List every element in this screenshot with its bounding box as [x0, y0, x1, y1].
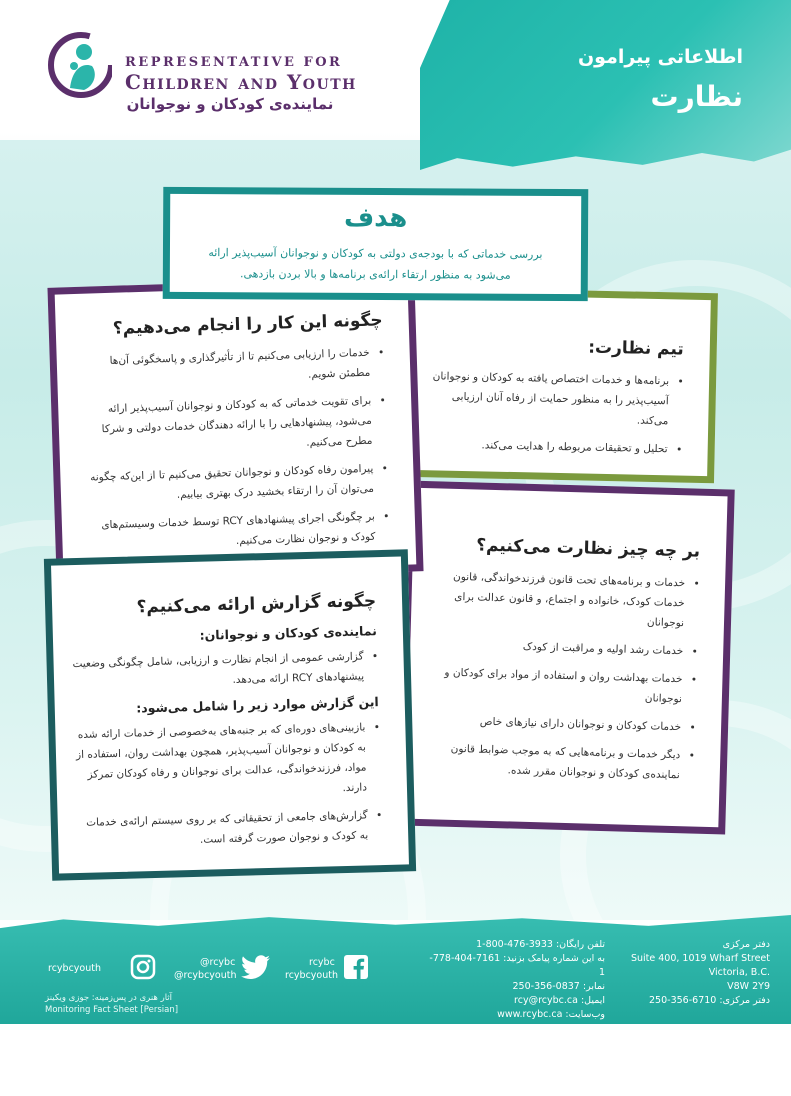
monitoring-team-card: [402, 287, 718, 483]
office-postal: V8W 2Y9: [727, 981, 770, 992]
facebook-handle-2: rcybcyouth: [285, 970, 338, 981]
how-we-do-list: [78, 342, 389, 555]
list-item: • خدمات کودکان و نوجوانان دارای نیازهای خاص: [426, 710, 681, 737]
goal-heading: هدف: [343, 202, 408, 234]
team-heading: تیم نظارت:: [588, 337, 684, 360]
org-name-line2: Children and Youth: [125, 70, 357, 94]
what-list: [425, 566, 700, 785]
contact-website[interactable]: وب‌سایت: www.rcybc.ca: [497, 1009, 605, 1020]
what-we-monitor-card: [398, 481, 735, 835]
list-item: • بازبینی‌های دوره‌ای که بر جنبه‌های به‌خصوصی از خدمات ارائه شده به کودکان و نوجوانان آسیب‌پذیر، همچون بهداشت روان، استفاده از مواد، فرزندخواندگی، عدالت برای نوجوانان و رفاه کودکان تمرکز دارند.: [73, 717, 367, 805]
org-name-line1: REPRESENTATIVE FOR: [125, 55, 343, 70]
contact-email[interactable]: ایمیل: rcy@rcybc.ca: [514, 995, 605, 1006]
office-phone: دفتر مرکزی: 6710-356-250: [649, 995, 770, 1006]
instagram-icon: [130, 954, 156, 983]
rcy-logo-icon: [48, 30, 112, 100]
facebook-handle-1: rcybc: [309, 957, 335, 968]
page-title: نظارت: [650, 80, 743, 113]
office-label: دفتر مرکزی: [722, 939, 770, 950]
facebook-icon: [343, 954, 369, 983]
page-subtitle: اطلاعاتی پیرامون: [577, 46, 743, 68]
list-item: • تحلیل و تحقیقات مربوطه را هدایت می‌کند.: [428, 434, 668, 459]
list-item: • گزارشی عمومی از انجام نظارت و ارزیابی، شامل چگونگی وضعیت پیشنهادهای RCY ارائه می‌دهد.: [71, 646, 364, 694]
artwork-credit-persian: آثار هنری در پس‌زمینه: جوزی ویکینز: [45, 993, 173, 1003]
list-item: • خدمات بهداشت روان و استفاده از مواد برای کودکان و نوجوانان: [427, 662, 683, 709]
org-name-persian: نماینده‌ی کودکان و نوجوانان: [126, 95, 334, 113]
document-name: Monitoring Fact Sheet [Persian]: [45, 1005, 179, 1015]
contact-info: [425, 938, 605, 1022]
what-heading: بر چه چیز نظارت می‌کنیم؟: [475, 535, 701, 562]
list-item: • خدمات رشد اولیه و مراقبت از کودک: [428, 634, 683, 661]
list-item: • گزارش‌های جامعی از تحقیقاتی که بر روی سیستم ارائه‌ی خدمات به کودک و نوجوان صورت گرفته است.: [76, 805, 369, 853]
goal-text: بررسی خدماتی که با بودجه‌ی دولتی به کودکان و نوجوانان آسیب‌پذیر ارائه می‌شود به منظور ارتقاء ارائه‌ی برنامه‌ها و بالا بردن بازدهی.: [208, 246, 543, 282]
office-city: Victoria, B.C.: [708, 967, 770, 978]
team-list: [428, 366, 684, 459]
report-list-1: [71, 646, 378, 694]
how-we-report-card: [44, 549, 416, 880]
artwork-credit: [45, 992, 178, 1016]
list-item: • برای تقویت خدماتی که به کودکان و نوجوانان آسیب‌پذیر ارائه می‌شود، پیشنهادهایی را با ارائه دهندگان خدمات دولتی و شرکا مطرح می‌کنیم.: [80, 391, 373, 460]
report-heading: چگونه گزارش ارائه می‌کنیم؟: [136, 591, 377, 618]
contact-fax: نمابر: 0837-356-250: [512, 981, 605, 992]
list-item: • پیرامون رفاه کودکان و نوجوانان تحقیق می‌کنیم تا از این‌که چگونه می‌توان آن را ارتقاء بخشید درک بهتری بیابیم.: [82, 459, 374, 508]
list-item: • برنامه‌ها و خدمات اختصاص یافته به کودکان و نوجوانان آسیب‌پذیر را به منظور حمایت از رفاه آنان ارزیابی می‌کند.: [428, 366, 669, 431]
report-subheading-2: این گزارش موارد زیر را شامل می‌شود:: [136, 694, 379, 716]
contact-text: به این شماره پیامک بزنید: 7161-404-778-1: [429, 953, 605, 978]
office-street: Suite 400, 1019 Wharf Street: [630, 953, 770, 964]
list-item: • خدمات و برنامه‌های تحت قانون فرزندخواندگی، قانون خدمات کودک، خانواده و اجتماع، و قانون عدالت برای نوجوانان: [429, 566, 686, 633]
goal-card: [163, 187, 589, 301]
report-subheading-1: نماینده‌ی کودکان و نوجوانان:: [199, 623, 378, 643]
twitter-icon: [240, 954, 272, 985]
twitter-handle-2: @rcybcyouth: [174, 970, 237, 981]
list-item: • بر چگونگی اجرای پیشنهادهای RCY توسط خدمات وسیستم‌های کودک و نوجوان نظارت می‌کنیم.: [84, 507, 376, 556]
how-we-do-heading: چگونه این کار را انجام می‌دهیم؟: [112, 310, 383, 339]
instagram-handle: rcybcyouth: [48, 963, 101, 974]
list-item: • خدمات را ارزیابی می‌کنیم تا از تأثیرگذاری و پاسخگوئی آن‌ها مطمئن شویم.: [78, 343, 370, 392]
report-list-2: [73, 717, 382, 853]
twitter-handle-1: @rcybc: [200, 957, 236, 968]
office-info: [615, 938, 770, 1008]
contact-phone: تلفن رایگان: 3933-476-800-1: [476, 939, 605, 950]
list-item: • دیگر خدمات و برنامه‌هایی که به موجب ضوابط قانون نماینده‌ی کودکان و نوجوانان مقرر شده.: [425, 738, 681, 785]
how-we-do-card: [47, 276, 423, 582]
